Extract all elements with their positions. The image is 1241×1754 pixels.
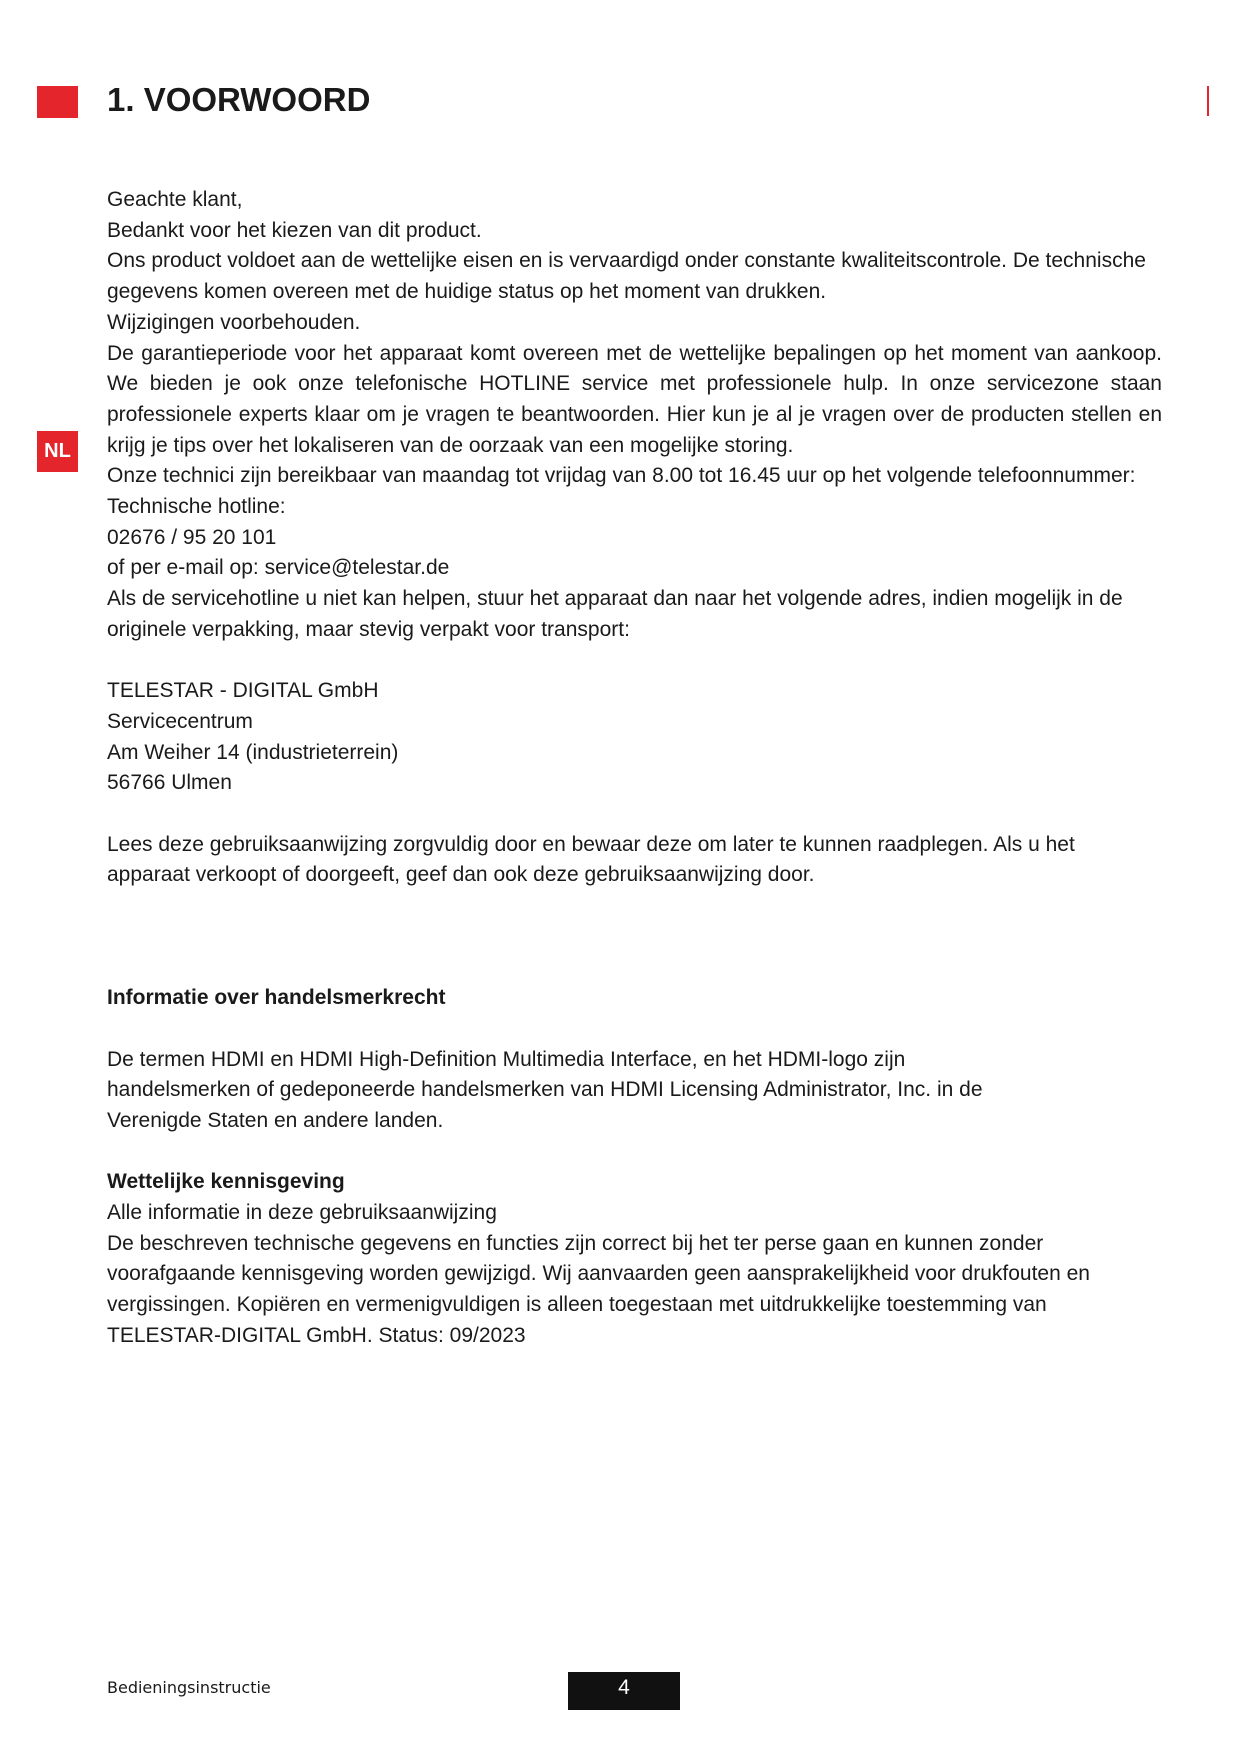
spacer — [107, 1014, 1162, 1045]
address-department: Servicecentrum — [107, 709, 253, 733]
trademark-text: De termen HDMI en HDMI High-Definition Multimedia Interface, en het HDMI-logo zijn handelsmerken of gedeponeerde handelsmerken van HDMI Licensing Administrator, Inc. in de Verenigde Staten en andere landen. — [107, 1047, 983, 1132]
return-paragraph: Als de servicehotline u niet kan helpen, stuur het apparaat dan naar het volgende adres, indien mogelijk in de originele verpakking, maar stevig verpakt voor transport: — [107, 587, 1123, 641]
section-marker — [37, 86, 78, 118]
footer-label: Bedieningsinstructie — [107, 1678, 271, 1697]
manual-notice: Lees deze gebruiksaanwijzing zorgvuldig door en bewaar deze om later te kunnen raadplegen. Als u het apparaat verkoopt of doorgeeft, geef dan ook deze gebruiksaanwijzing door. — [107, 832, 1075, 887]
thanks-line: Bedankt voor het kiezen van dit product. — [107, 218, 482, 242]
spacer — [107, 646, 1162, 677]
quality-paragraph: Ons product voldoet aan de wettelijke eisen en is vervaardigd onder constante kwaliteitscontrole. De technische gegevens komen overeen met de huidige status op het moment van drukken. — [107, 249, 1146, 304]
hotline-label: Technische hotline: — [107, 495, 286, 519]
trademark-heading: Informatie over handelsmerkrecht — [107, 986, 446, 1010]
page-number: 4 — [568, 1672, 680, 1710]
address-city: 56766 Ulmen — [107, 771, 232, 795]
reserved-line: Wijzigingen voorbehouden. — [107, 310, 361, 334]
language-badge: NL — [37, 431, 78, 472]
warranty-paragraph: De garantieperiode voor het apparaat komt overeen met de wettelijke bepalingen op het moment van aankoop. We bieden je ook onze telefonische HOTLINE service met professionele hulp. In onze servicezone staan professionele experts klaar om je vragen te beantwoorden. Hier kun je al je vragen over de producten stellen en krijg je tips over het lokaliseren van de oorzaak van een mogelijke storing. — [107, 341, 1162, 457]
spacer — [107, 799, 1162, 830]
page-body — [107, 185, 1162, 1352]
spacer — [107, 891, 1162, 983]
legal-intro: Alle informatie in deze gebruiksaanwijzing — [107, 1201, 497, 1225]
spacer — [107, 1137, 1162, 1168]
legal-text: De beschreven technische gegevens en functies zijn correct bij het ter perse gaan en kunnen zonder voorafgaande kennisgeving worden gewijzigd. Wij aanvaarden geen aansprakelijkheid voor drukfouten en vergissingen. Kopiëren en vermenigvuldigen is alleen toegestaan met uitdrukkelijke toestemming van TELESTAR-DIGITAL GmbH. Status: 09/2023 — [107, 1231, 1090, 1347]
availability-paragraph: Onze technici zijn bereikbaar van maandag tot vrijdag van 8.00 tot 16.45 uur op het volgende telefoonnummer: — [107, 464, 1136, 488]
address-street: Am Weiher 14 (industrieterrein) — [107, 740, 399, 764]
hotline-number: 02676 / 95 20 101 — [107, 525, 277, 549]
legal-heading: Wettelijke kennisgeving — [107, 1170, 345, 1194]
email-line: of per e-mail op: service@telestar.de — [107, 556, 450, 580]
address-company: TELESTAR - DIGITAL GmbH — [107, 679, 379, 703]
edge-marker — [1207, 86, 1209, 116]
section-title: 1. VOORWOORD — [107, 81, 371, 118]
greeting: Geachte klant, — [107, 188, 243, 211]
